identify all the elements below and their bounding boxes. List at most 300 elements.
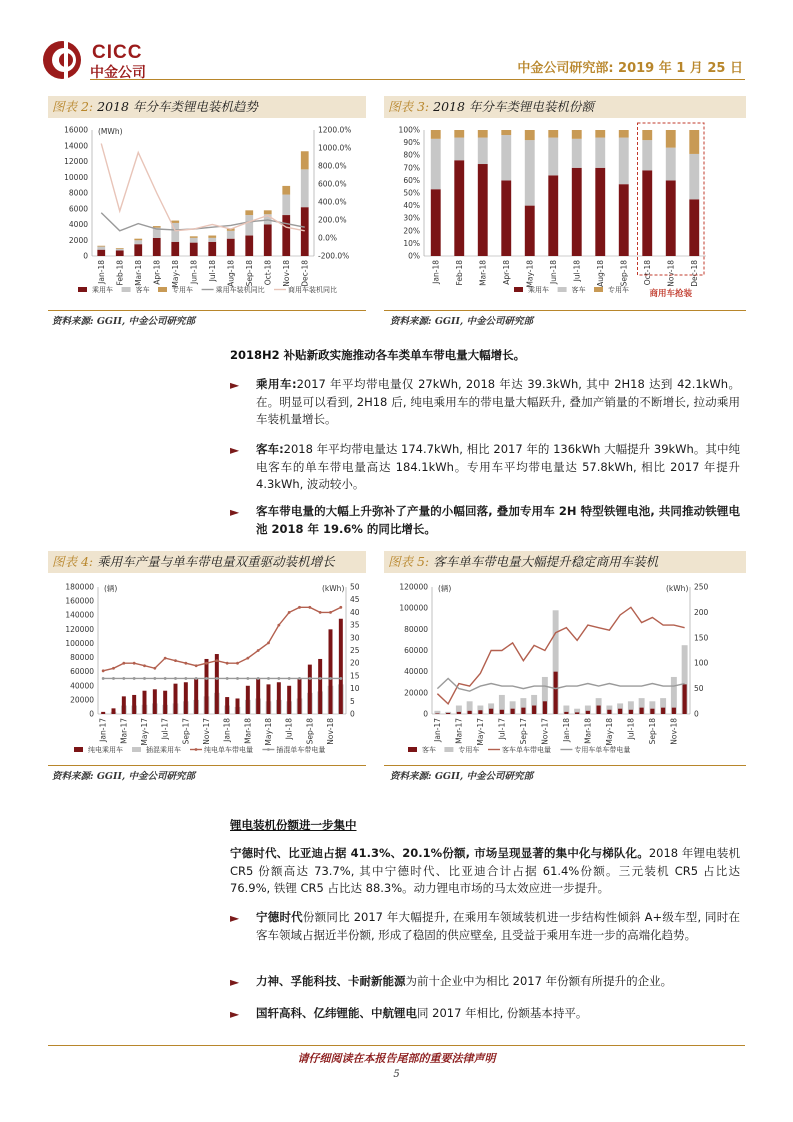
bar-乘用车 bbox=[134, 244, 142, 256]
bar-专用车 bbox=[245, 210, 253, 215]
line-point bbox=[267, 677, 270, 680]
bar-客车 bbox=[640, 708, 644, 714]
x-tick-label: May-18 bbox=[264, 718, 273, 746]
fig3-chart bbox=[384, 120, 746, 300]
bar-纯电乘用车 bbox=[194, 679, 198, 714]
bar-客车 bbox=[689, 154, 699, 199]
bar-纯电乘用车 bbox=[112, 708, 116, 714]
bar-客车 bbox=[245, 215, 253, 235]
bar-纯电乘用车 bbox=[205, 659, 209, 714]
bar-纯电乘用车 bbox=[287, 686, 291, 714]
y2-tick-label: 20 bbox=[350, 658, 360, 668]
line-point bbox=[339, 606, 342, 609]
bar-客车 bbox=[543, 701, 547, 714]
fig2-title-prefix: 图表 2: bbox=[52, 99, 94, 114]
bar-专用车 bbox=[190, 236, 198, 238]
bar-客车 bbox=[208, 238, 216, 242]
line-point bbox=[236, 677, 239, 680]
x-tick-label: Jul-18 bbox=[207, 260, 217, 282]
fig3-annotation-text: 商用车抢装 bbox=[649, 289, 693, 299]
section1-bullet-2 bbox=[256, 441, 740, 494]
line-point bbox=[174, 677, 177, 680]
bar-客车 bbox=[500, 710, 504, 714]
bar-客车 bbox=[650, 709, 654, 714]
line-point bbox=[195, 664, 198, 667]
y2-tick-label: 45 bbox=[350, 595, 360, 605]
y2-axis-label: (kWh) bbox=[666, 584, 689, 593]
y2-tick-label: 0 bbox=[350, 709, 355, 719]
y2-tick-label: -200.0% bbox=[318, 251, 350, 261]
x-tick-label: Oct-18 bbox=[642, 260, 652, 286]
legend-label: 乘用车 bbox=[528, 286, 549, 294]
line-point bbox=[174, 659, 177, 662]
bar-乘用车 bbox=[642, 170, 652, 256]
section2-heading: 锂电装机份额进一步集中 bbox=[230, 818, 357, 832]
y-tick-label: 20% bbox=[403, 226, 420, 236]
bar-乘用车 bbox=[171, 242, 179, 256]
bar-乘用车 bbox=[478, 164, 488, 256]
fig3-title bbox=[384, 96, 746, 118]
bar-纯电乘用车 bbox=[143, 691, 147, 714]
y-tick-label: 40000 bbox=[404, 667, 428, 677]
y-tick-label: 30% bbox=[403, 213, 420, 223]
bar-纯电乘用车 bbox=[246, 686, 250, 714]
y-axis-label: (辆) bbox=[438, 584, 452, 593]
y-tick-label: 8000 bbox=[68, 188, 88, 198]
y-tick-label: 100000 bbox=[399, 603, 428, 613]
line-point bbox=[122, 662, 125, 665]
y-tick-label: 120000 bbox=[65, 624, 94, 634]
footer-legal-note: 请仔细阅读在本报告尾部的重要法律声明 bbox=[297, 1052, 496, 1065]
x-tick-label: Sep-18 bbox=[244, 260, 254, 287]
bar-专用车 bbox=[666, 130, 676, 148]
footer-divider bbox=[48, 1045, 745, 1046]
y-tick-label: 80% bbox=[403, 150, 420, 160]
x-tick-label: Jul-18 bbox=[572, 260, 582, 282]
bar-乘用车 bbox=[666, 180, 676, 256]
bar-客车 bbox=[572, 139, 582, 168]
bar-乘用车 bbox=[689, 199, 699, 256]
bar-客车 bbox=[116, 249, 124, 251]
bar-专用车 bbox=[572, 130, 582, 139]
legend-swatch bbox=[78, 287, 87, 292]
s2-bullet2-lead: 力神、孚能科技、卡耐新能源 bbox=[256, 974, 406, 988]
line-point bbox=[102, 677, 105, 680]
y2-tick-label: 150 bbox=[694, 633, 709, 643]
bar-客车 bbox=[666, 148, 676, 181]
bar-专用车 bbox=[97, 246, 105, 247]
bullet2-text: 2018 年平均带电量达 174.7kWh, 相比 2017 年的 136kWh 大幅提升 39kWh。其中纯电客车的单车带电量高达 184.1kWh。专用车平均带电量达 57.8kWh, 相比 2017 年提升 4.3kWh, 波动较小。 bbox=[256, 442, 740, 491]
y2-tick-label: 15 bbox=[350, 671, 360, 681]
y-tick-label: 6000 bbox=[68, 204, 88, 214]
line-point bbox=[102, 669, 105, 672]
fig4-chart bbox=[48, 575, 366, 760]
line-point bbox=[184, 677, 187, 680]
legend-swatch bbox=[267, 748, 270, 751]
chart-fig3-svg bbox=[384, 120, 746, 300]
legend-swatch bbox=[408, 747, 417, 752]
line-point bbox=[226, 677, 229, 680]
x-tick-label: Jan-18 bbox=[96, 260, 106, 284]
line-point bbox=[308, 677, 311, 680]
bar-乘用车 bbox=[227, 239, 235, 256]
bar-乘用车 bbox=[572, 168, 582, 256]
y-tick-label: 16000 bbox=[64, 125, 88, 135]
bar-纯电乘用车 bbox=[298, 679, 302, 714]
bullet3-text: 客车带电量的大幅上升弥补了产量的小幅回落, 叠加专用车 2H 特型铁锂电池, 共同推动铁锂电池 2018 年 19.6% 的同比增长。 bbox=[256, 504, 740, 536]
section2-paragraph bbox=[230, 845, 740, 898]
bar-客车 bbox=[97, 247, 105, 250]
fig5-title-text: 客车单车带电量大幅提升稳定商用车装机 bbox=[429, 554, 659, 569]
bullet1-text: 2017 年平均带电量仅 27kWh, 2018 年达 39.3kWh, 其中 2H18 达到 42.1kWh。在。明显可以看到, 2H18 后, 纯电乘用车的带电量大幅跃升, 叠加产销量的不断增长, 拉动乘用车装机量增长。 bbox=[256, 377, 740, 426]
fig2-source: 资料来源: GGII, 中金公司研究部 bbox=[52, 316, 196, 327]
bar-客车 bbox=[607, 710, 611, 714]
x-tick-label: May-18 bbox=[525, 260, 535, 288]
x-tick-label: Jul-18 bbox=[284, 718, 294, 740]
bar-客车 bbox=[586, 711, 590, 714]
bullet-arrow-icon: ► bbox=[230, 505, 240, 519]
bar-客车 bbox=[454, 138, 464, 161]
y-tick-label: 60000 bbox=[70, 667, 94, 677]
x-tick-label: Nov-18 bbox=[666, 260, 676, 287]
line-point bbox=[257, 677, 260, 680]
bar-客车 bbox=[478, 710, 482, 714]
bar-乘用车 bbox=[153, 238, 161, 256]
section2-bullet-1 bbox=[256, 909, 740, 944]
line-point bbox=[122, 677, 125, 680]
brand-en: CICC bbox=[92, 42, 143, 63]
bar-客车 bbox=[595, 138, 605, 168]
line-point bbox=[329, 677, 332, 680]
y2-tick-label: 250 bbox=[694, 582, 709, 592]
bar-客车 bbox=[619, 138, 629, 185]
fig4-title-prefix: 图表 4: bbox=[52, 554, 94, 569]
line-乘用车装机同比 bbox=[101, 213, 305, 231]
fig4-title bbox=[48, 551, 366, 573]
y-tick-label: 60000 bbox=[404, 646, 428, 655]
y2-tick-label: 100 bbox=[694, 658, 709, 668]
x-tick-label: Mar-18 bbox=[583, 718, 593, 744]
brand-cn: 中金公司 bbox=[90, 65, 146, 81]
section1-bullet-1 bbox=[256, 376, 740, 429]
legend-label: 纯电乘用车 bbox=[88, 746, 123, 754]
bar-乘用车 bbox=[116, 250, 124, 256]
legend-label: 商用车装机同比 bbox=[288, 286, 337, 294]
line-point bbox=[319, 611, 322, 614]
y2-tick-label: 200 bbox=[694, 607, 709, 617]
y-tick-label: 180000 bbox=[65, 582, 94, 592]
fig3-title-text: 2018 年分车类锂电装机份额 bbox=[429, 99, 594, 114]
legend-swatch bbox=[158, 287, 167, 292]
fig2-title bbox=[48, 96, 366, 118]
y2-tick-label: 400.0% bbox=[318, 197, 347, 207]
bar-纯电乘用车 bbox=[318, 659, 322, 714]
bar-客车 bbox=[532, 706, 536, 714]
s2-bullet3-text: 同 2017 年相比, 份额基本持平。 bbox=[417, 1006, 588, 1020]
bar-客车 bbox=[554, 672, 558, 714]
y2-tick-label: 5 bbox=[350, 696, 355, 706]
line-point bbox=[153, 667, 156, 670]
y-tick-label: 60% bbox=[403, 175, 420, 185]
legend-swatch bbox=[132, 747, 141, 752]
legend-label: 客车单车带电量 bbox=[502, 746, 551, 754]
bar-客车 bbox=[597, 706, 601, 714]
x-tick-label: Nov-18 bbox=[326, 718, 335, 745]
chart-fig2-svg bbox=[48, 120, 366, 300]
legend-swatch bbox=[122, 287, 131, 292]
legend-label: 乘用车 bbox=[92, 286, 113, 294]
bar-纯电乘用车 bbox=[277, 682, 281, 714]
header-dept-date: 中金公司研究部: 2019 年 1 月 25 日 bbox=[517, 61, 743, 76]
bar-专用车 bbox=[501, 130, 511, 135]
y2-axis-label: (kWh) bbox=[322, 584, 345, 593]
legend-label: 专用车 bbox=[608, 286, 629, 294]
line-point bbox=[143, 664, 146, 667]
line-纯电单车带电量 bbox=[103, 607, 341, 671]
legend-label: 纯电单车带电量 bbox=[204, 746, 253, 754]
bar-乘用车 bbox=[525, 206, 535, 256]
x-tick-label: Jan-18 bbox=[561, 718, 571, 742]
line-point bbox=[133, 677, 136, 680]
bar-客车 bbox=[435, 713, 439, 714]
y2-tick-label: 25 bbox=[350, 646, 360, 655]
bar-客车 bbox=[575, 712, 579, 714]
bar-专用车 bbox=[548, 130, 558, 138]
bar-乘用车 bbox=[264, 225, 272, 257]
y-tick-label: 0 bbox=[423, 709, 428, 719]
y-tick-label: 12000 bbox=[64, 157, 88, 166]
bar-客车 bbox=[446, 713, 450, 714]
bullet-arrow-icon: ► bbox=[230, 378, 240, 392]
bar-客车 bbox=[683, 684, 687, 714]
x-tick-label: Jan-17 bbox=[432, 718, 442, 742]
bar-专用车 bbox=[619, 130, 629, 138]
line-point bbox=[246, 677, 249, 680]
line-point bbox=[308, 606, 311, 609]
y2-tick-label: 30 bbox=[350, 633, 360, 643]
y-tick-label: 20000 bbox=[404, 688, 428, 698]
bar-客车 bbox=[431, 139, 441, 189]
line-point bbox=[164, 677, 167, 680]
legend-swatch bbox=[195, 748, 198, 751]
legend-label: 乘用车装机同比 bbox=[215, 286, 265, 294]
x-tick-label: Feb-18 bbox=[115, 260, 125, 286]
x-tick-label: Aug-18 bbox=[595, 260, 605, 287]
bullet-arrow-icon: ► bbox=[230, 443, 240, 457]
legend-label: 插混乘用车 bbox=[146, 746, 181, 754]
x-tick-label: Mar-18 bbox=[478, 260, 488, 286]
y2-tick-label: 200.0% bbox=[318, 215, 347, 225]
y-tick-label: 10000 bbox=[64, 172, 88, 182]
x-tick-label: Jan-17 bbox=[98, 718, 108, 742]
bar-纯电乘用车 bbox=[153, 689, 157, 714]
x-tick-label: Sep-17 bbox=[181, 718, 191, 745]
bar-专用车 bbox=[134, 239, 142, 241]
chart-fig5-svg bbox=[384, 575, 746, 760]
line-point bbox=[226, 662, 229, 665]
section2-bullet-3 bbox=[256, 1005, 740, 1023]
legend-label: 专用车 bbox=[458, 746, 480, 754]
bar-客车 bbox=[525, 140, 535, 206]
fig2-title-text: 2018 年分车类锂电装机趋势 bbox=[93, 99, 258, 114]
bar-客车 bbox=[478, 138, 488, 164]
bullet-arrow-icon: ► bbox=[230, 1007, 240, 1021]
x-tick-label: Jul-17 bbox=[160, 718, 170, 740]
line-point bbox=[339, 677, 342, 680]
x-tick-label: Nov-18 bbox=[281, 260, 291, 287]
line-point bbox=[319, 677, 322, 680]
y-tick-label: 50% bbox=[403, 188, 420, 198]
line-point bbox=[236, 662, 239, 665]
x-tick-label: Sep-18 bbox=[305, 718, 315, 745]
fig4-title-text: 乘用车产量与单车带电量双重驱动装机增长 bbox=[93, 554, 335, 569]
line-point bbox=[205, 662, 208, 665]
line-point bbox=[298, 606, 301, 609]
bar-客车 bbox=[301, 169, 309, 207]
bar-客车 bbox=[468, 711, 472, 714]
bar-专用车 bbox=[431, 130, 441, 139]
y-axis-label: (MWh) bbox=[98, 127, 123, 136]
bar-客车 bbox=[227, 231, 235, 239]
y-tick-label: 70% bbox=[403, 163, 420, 173]
bar-专用车 bbox=[264, 210, 272, 214]
bar-纯电乘用车 bbox=[101, 712, 105, 714]
bar-乘用车 bbox=[454, 160, 464, 256]
s2-bullet1-lead: 宁德时代 bbox=[256, 910, 303, 924]
line-point bbox=[195, 677, 198, 680]
y-tick-label: 120000 bbox=[399, 582, 428, 592]
bar-专用车 bbox=[116, 248, 124, 249]
fig5-title bbox=[384, 551, 746, 573]
y-tick-label: 2000 bbox=[68, 235, 88, 245]
fig2-chart bbox=[48, 120, 366, 300]
y-tick-label: 160000 bbox=[65, 596, 94, 606]
x-tick-label: Mar-18 bbox=[133, 260, 143, 286]
line-point bbox=[257, 649, 260, 652]
bar-纯电乘用车 bbox=[339, 619, 343, 714]
bar-纯电乘用车 bbox=[184, 682, 188, 714]
s2-bullet1-text: 份额同比 2017 年大幅提升, 在乘用车领域装机进一步结构性倾斜 A+级车型, 同时在客车领域占据近半份额, 形成了稳固的供应壁垒, 且受益于乘用车进一步的高端化趋势。 bbox=[256, 910, 741, 942]
bar-纯电乘用车 bbox=[132, 695, 136, 714]
y-tick-label: 20000 bbox=[70, 695, 94, 705]
line-point bbox=[133, 662, 136, 665]
x-tick-label: Nov-17 bbox=[540, 718, 550, 745]
line-point bbox=[329, 611, 332, 614]
bar-纯电乘用车 bbox=[163, 691, 167, 714]
y-axis-label: (辆) bbox=[104, 584, 118, 593]
bar-客车 bbox=[661, 708, 665, 714]
y-tick-label: 4000 bbox=[68, 220, 88, 229]
y2-tick-label: 1000.0% bbox=[318, 143, 352, 153]
bar-乘用车 bbox=[431, 189, 441, 256]
line-point bbox=[143, 677, 146, 680]
bar-乘用车 bbox=[595, 168, 605, 256]
bar-客车 bbox=[457, 712, 461, 714]
cicc-logo-icon bbox=[42, 40, 82, 80]
line-point bbox=[298, 677, 301, 680]
legend-label: 客车 bbox=[571, 286, 586, 294]
fig3-source-rule bbox=[384, 310, 746, 311]
bar-纯电乘用车 bbox=[225, 697, 229, 714]
s2-bullet3-lead: 国轩高科、亿纬锂能、中航锂电 bbox=[256, 1006, 417, 1020]
y-tick-label: 14000 bbox=[64, 141, 88, 151]
x-tick-label: Aug-18 bbox=[226, 260, 236, 287]
legend-label: 客车 bbox=[135, 286, 150, 294]
x-tick-label: Mar-18 bbox=[243, 718, 253, 744]
bar-专用车 bbox=[153, 226, 161, 228]
bar-客车 bbox=[548, 138, 558, 176]
fig5-source: 资料来源: GGII, 中金公司研究部 bbox=[390, 771, 534, 782]
x-tick-label: Feb-18 bbox=[454, 260, 464, 286]
legend-swatch bbox=[558, 287, 567, 292]
legend-label: 插混单车带电量 bbox=[276, 746, 326, 754]
x-tick-label: Dec-18 bbox=[689, 260, 699, 287]
bar-乘用车 bbox=[301, 207, 309, 256]
y-tick-label: 100000 bbox=[65, 638, 94, 648]
fig4-source: 资料来源: GGII, 中金公司研究部 bbox=[52, 771, 196, 782]
y-tick-label: 40000 bbox=[70, 681, 94, 691]
line-point bbox=[277, 677, 280, 680]
bullet-arrow-icon: ► bbox=[230, 911, 240, 925]
line-point bbox=[112, 667, 115, 670]
bar-纯电乘用车 bbox=[174, 684, 178, 714]
fig5-source-rule bbox=[384, 765, 746, 766]
bar-乘用车 bbox=[208, 242, 216, 256]
x-tick-label: Jun-18 bbox=[548, 260, 558, 284]
fig3-source: 资料来源: GGII, 中金公司研究部 bbox=[390, 316, 534, 327]
bar-乘用车 bbox=[282, 215, 290, 256]
y2-tick-label: 50 bbox=[694, 684, 704, 694]
x-tick-label: Oct-18 bbox=[263, 260, 273, 286]
line-point bbox=[112, 677, 115, 680]
bar-专用车 bbox=[595, 130, 605, 138]
bar-纯电乘用车 bbox=[329, 629, 333, 714]
legend-label: 客车 bbox=[422, 746, 436, 754]
bar-纯电乘用车 bbox=[256, 679, 260, 714]
bar-客车 bbox=[282, 195, 290, 215]
bullet2-lead: 客车: bbox=[256, 442, 284, 456]
y-tick-label: 140000 bbox=[65, 610, 94, 620]
x-tick-label: Apr-18 bbox=[152, 260, 162, 285]
y-tick-label: 0 bbox=[89, 709, 94, 719]
y-tick-label: 0% bbox=[408, 251, 420, 261]
line-point bbox=[288, 611, 291, 614]
bar-客车 bbox=[564, 712, 568, 714]
bar-专用车 bbox=[301, 151, 309, 169]
y2-tick-label: 10 bbox=[350, 684, 360, 694]
bar-客车 bbox=[511, 709, 515, 714]
y-tick-label: 80000 bbox=[70, 653, 94, 663]
line-point bbox=[184, 662, 187, 665]
line-point bbox=[205, 677, 208, 680]
bar-专用车 bbox=[282, 186, 290, 195]
line-商用车装机同比 bbox=[101, 144, 305, 231]
x-tick-label: May-18 bbox=[170, 260, 180, 288]
y2-tick-label: 1200.0% bbox=[318, 125, 352, 135]
x-tick-label: Sep-17 bbox=[518, 718, 528, 745]
x-tick-label: Jul-17 bbox=[497, 718, 507, 740]
x-tick-label: Jul-18 bbox=[626, 718, 636, 740]
x-tick-label: Jan-18 bbox=[222, 718, 232, 742]
section1-bullet-3 bbox=[256, 503, 740, 538]
y-tick-label: 10% bbox=[403, 238, 420, 248]
x-tick-label: May-18 bbox=[604, 718, 614, 746]
y2-tick-label: 35 bbox=[350, 620, 360, 630]
x-tick-label: Apr-18 bbox=[501, 260, 511, 285]
bar-纯电乘用车 bbox=[308, 665, 312, 714]
bar-客车 bbox=[501, 135, 511, 180]
bar-纯电乘用车 bbox=[267, 684, 271, 714]
